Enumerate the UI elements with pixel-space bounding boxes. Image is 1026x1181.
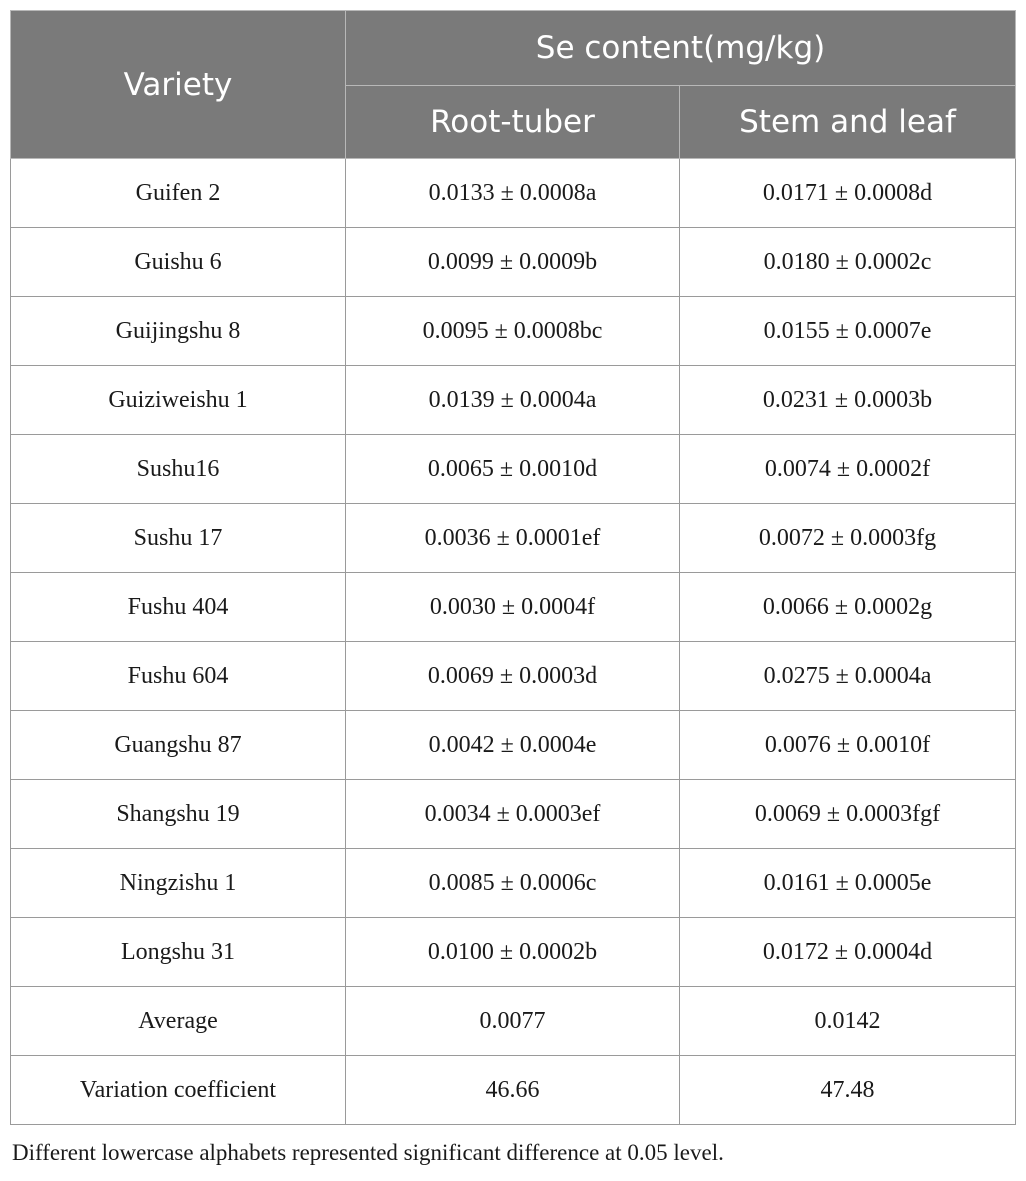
table-row [11,711,1016,780]
stem-leaf-cell: 0.0275 ± 0.0004a [680,642,1016,711]
table-row [11,504,1016,573]
variety-cell: Fushu 404 [11,573,346,642]
root-tuber-cell: 0.0099 ± 0.0009b [346,228,680,297]
table-row [11,918,1016,987]
table-row [11,297,1016,366]
header-root-tuber: Root-tuber [346,86,680,159]
stem-leaf-cell: 0.0142 [680,987,1016,1056]
root-tuber-cell: 0.0036 ± 0.0001ef [346,504,680,573]
stem-leaf-cell: 0.0066 ± 0.0002g [680,573,1016,642]
variety-cell: Ningzishu 1 [11,849,346,918]
stem-leaf-cell: 0.0180 ± 0.0002c [680,228,1016,297]
table-row [11,435,1016,504]
header-stem-leaf: Stem and leaf [680,86,1016,159]
table-header [11,11,1016,159]
stem-leaf-cell: 0.0069 ± 0.0003fgf [680,780,1016,849]
root-tuber-cell: 0.0065 ± 0.0010d [346,435,680,504]
header-variety: Variety [11,11,346,159]
table-row [11,159,1016,228]
stem-leaf-cell: 0.0076 ± 0.0010f [680,711,1016,780]
root-tuber-cell: 0.0042 ± 0.0004e [346,711,680,780]
stem-leaf-cell: 0.0155 ± 0.0007e [680,297,1016,366]
table-row [11,366,1016,435]
table-body [11,159,1016,1125]
variety-cell: Average [11,987,346,1056]
table-row [11,849,1016,918]
table-container [10,10,1015,1125]
stem-leaf-cell: 0.0161 ± 0.0005e [680,849,1016,918]
root-tuber-cell: 0.0030 ± 0.0004f [346,573,680,642]
variety-cell: Variation coefficient [11,1056,346,1125]
variety-cell: Guifen 2 [11,159,346,228]
variety-cell: Shangshu 19 [11,780,346,849]
variety-cell: Guijingshu 8 [11,297,346,366]
table-row [11,228,1016,297]
table-row [11,573,1016,642]
stem-leaf-cell: 0.0072 ± 0.0003fg [680,504,1016,573]
root-tuber-cell: 0.0095 ± 0.0008bc [346,297,680,366]
root-tuber-cell: 46.66 [346,1056,680,1125]
root-tuber-cell: 0.0100 ± 0.0002b [346,918,680,987]
stem-leaf-cell: 47.48 [680,1056,1016,1125]
table-row [11,1056,1016,1125]
root-tuber-cell: 0.0139 ± 0.0004a [346,366,680,435]
table-row [11,780,1016,849]
root-tuber-cell: 0.0034 ± 0.0003ef [346,780,680,849]
variety-cell: Guishu 6 [11,228,346,297]
se-content-table [10,10,1016,1125]
variety-cell: Sushu 17 [11,504,346,573]
table-row [11,987,1016,1056]
root-tuber-cell: 0.0077 [346,987,680,1056]
header-se-content: Se content(mg/kg) [346,11,1016,86]
root-tuber-cell: 0.0133 ± 0.0008a [346,159,680,228]
table-footnote: Different lowercase alphabets represented significant difference at 0.05 level. [12,1140,724,1165]
variety-cell: Sushu16 [11,435,346,504]
variety-cell: Fushu 604 [11,642,346,711]
variety-cell: Guangshu 87 [11,711,346,780]
root-tuber-cell: 0.0085 ± 0.0006c [346,849,680,918]
stem-leaf-cell: 0.0074 ± 0.0002f [680,435,1016,504]
variety-cell: Guiziweishu 1 [11,366,346,435]
stem-leaf-cell: 0.0231 ± 0.0003b [680,366,1016,435]
stem-leaf-cell: 0.0172 ± 0.0004d [680,918,1016,987]
variety-cell: Longshu 31 [11,918,346,987]
root-tuber-cell: 0.0069 ± 0.0003d [346,642,680,711]
table-row [11,642,1016,711]
stem-leaf-cell: 0.0171 ± 0.0008d [680,159,1016,228]
